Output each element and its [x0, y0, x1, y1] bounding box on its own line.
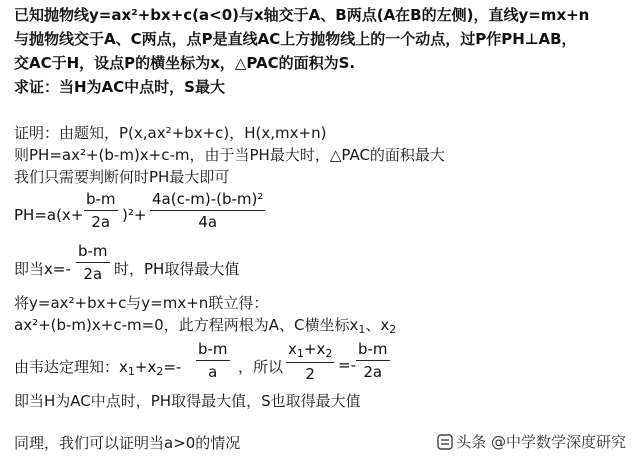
when-fraction	[76, 242, 110, 283]
ph-fraction-2-denominator: 4a	[198, 213, 218, 231]
when-prefix: 即当x=-	[14, 260, 71, 278]
midpoint-eq: =-	[338, 356, 356, 374]
midpoint-result-numerator: b-m	[358, 340, 388, 358]
vieta-so: ，所以	[238, 358, 284, 376]
proof-line-7	[14, 314, 396, 336]
proof-line-3: 我们只需要判断何时PH最大即可	[14, 168, 230, 186]
midpoint-numerator: $x_1+x_2$	[288, 340, 333, 360]
proof-line-2: 则PH=ax²+(b-m)x+c-m，由于当PH最大时，△PAC的面积最大	[14, 146, 445, 164]
midpoint-result-fraction	[356, 340, 390, 381]
proof-line-7-main: ax²+(b-m)x+c-m=0，此方程两根为A、C横坐标x	[14, 316, 359, 334]
ph-fraction-2-numerator: 4a(c-m)-(b-m)²	[152, 190, 264, 208]
ph-fraction-2	[150, 190, 265, 231]
vieta-prefix: 由韦达定理知：$x_1+x_2=-$	[14, 358, 182, 378]
midpoint-result-denominator: 2a	[363, 363, 383, 381]
ph-fraction-1	[84, 190, 118, 231]
ph-prefix: PH=a(x+	[14, 206, 84, 224]
vieta-numerator: b-m	[198, 340, 228, 358]
subscript: 2	[389, 323, 397, 336]
watermark-text: 头条 @中学数学深度研究	[456, 433, 626, 451]
when-numerator: b-m	[78, 242, 108, 260]
proof-line-6: 将y=ax²+bx+c与y=mx+n联立得：	[14, 294, 269, 312]
toutiao-logo-icon	[437, 434, 453, 450]
ph-middle: )²+	[122, 206, 147, 224]
midpoint-denominator: 2	[305, 365, 315, 383]
vieta-fraction	[196, 340, 230, 381]
problem-line-1: 已知抛物线y=ax²+bx+c(a<0)与x轴交于A、B两点(A在B的左侧)，直线y=mx+n	[14, 6, 590, 24]
problem-line-2: 与抛物线交于A、C两点，点P是直线AC上方抛物线上的一个动点，过P作PH⊥AB，	[14, 30, 577, 48]
when-denominator: 2a	[83, 265, 103, 283]
watermark	[437, 431, 626, 452]
ph-fraction-1-denominator: 2a	[91, 213, 111, 231]
vieta-denominator: a	[208, 363, 218, 381]
proof-line-9: 即当H为AC中点时，PH取得最大值，S也取得最大值	[14, 392, 361, 410]
ph-fraction-1-numerator: b-m	[86, 190, 116, 208]
when-suffix: 时，PH取得最大值	[114, 260, 240, 278]
problem-line-4: 求证：当H为AC中点时，S最大	[14, 78, 225, 96]
proof-line-7-sep: 、x	[365, 316, 390, 334]
proof-line-1: 证明：由题知，P(x,ax²+bx+c)，H(x,mx+n)	[14, 124, 327, 142]
problem-line-3: 交AC于H，设点P的横坐标为x，△PAC的面积为S.	[14, 54, 356, 72]
subscript: 1	[358, 323, 366, 336]
proof-line-10: 同理，我们可以证明当a>0的情况	[14, 434, 241, 452]
midpoint-fraction	[286, 340, 334, 383]
